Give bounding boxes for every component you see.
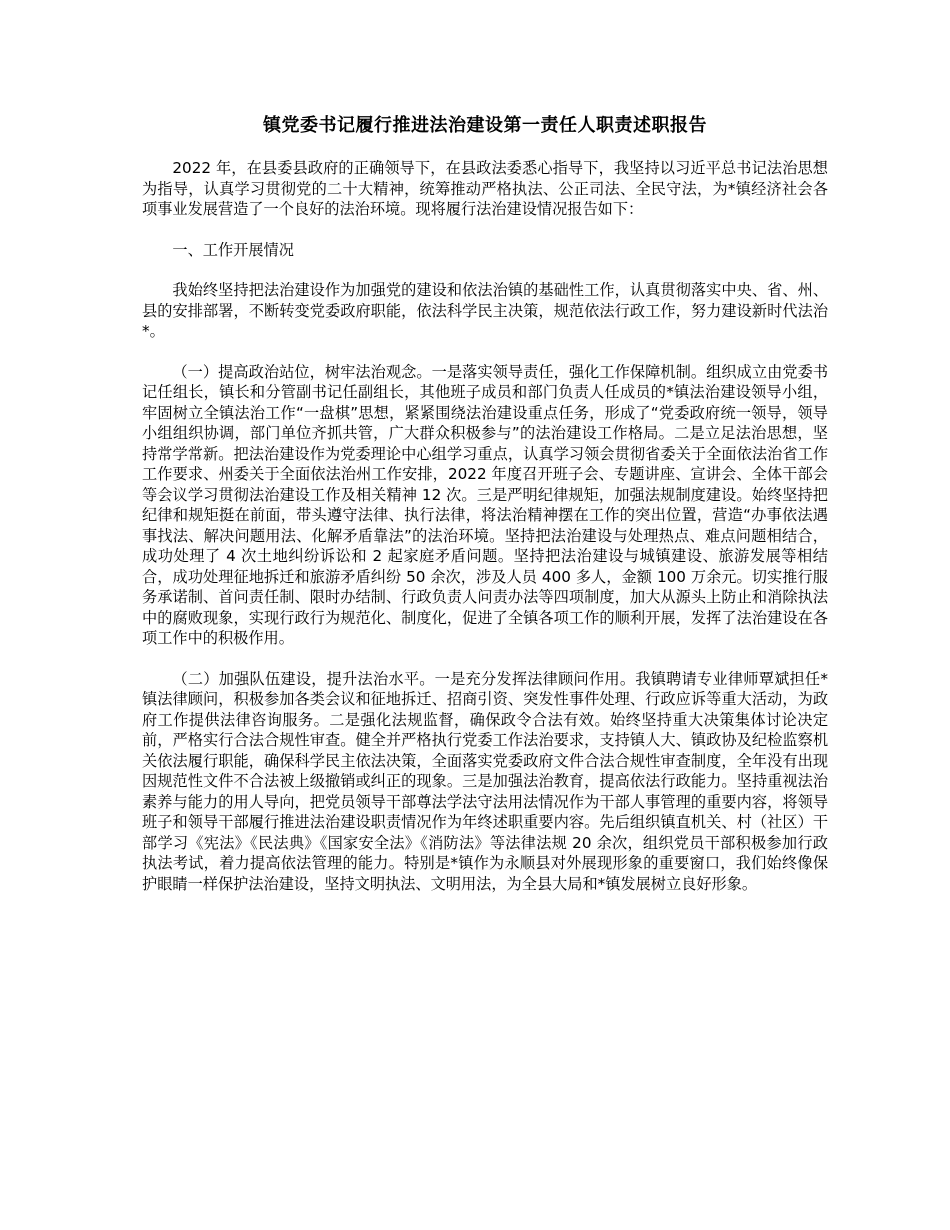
- intro-paragraph: 2022 年，在县委县政府的正确领导下，在县政法委悉心指导下，我坚持以习近平总书记法治思想为指导，认真学习贯彻党的二十大精神，统筹推动严格执法、公正司法、全民守法，为*镇经济社会各项事业发展营造了一个良好的法治环境。现将履行法治建设情况报告如下：: [142, 159, 828, 218]
- document-title: 镇党委书记履行推进法治建设第一责任人职责述职报告: [263, 115, 707, 136]
- section-intro-paragraph: 我始终坚持把法治建设作为加强党的建设和依法治镇的基础性工作，认真贯彻落实中央、省、州、县的安排部署，不断转变党委政府职能，依法科学民主决策，规范依法行政工作，努力建设新时代法治*。: [142, 281, 828, 340]
- part-one-paragraph: （一）提高政治站位，树牢法治观念。一是落实领导责任，强化工作保障机制。组织成立由党委书记任组长，镇长和分管副书记任副组长，其他班子成员和部门负责人任成员的*镇法治建设领导小组，牢固树立全镇法治工作“一盘棋”思想，紧紧围绕法治建设重点任务，形成了“党委政府统一领导，领导小组组织协调，部门单位齐抓共管，广大群众积极参与”的法治建设工作格局。二是立足法治思想，坚持常学常新。把法治建设作为党委理论中心组学习重点，认真学习领会贯彻省委关于全面依法治省工作工作要求、州委关于全面依法治州工作安排，2022 年度召开班子会、专题讲座、宣讲会、全体干部会等会议学习贯彻法治建设工作及相关精神 12 次。三是严明纪律规矩，加强法规制度建设。始终坚持把纪律和规矩挺在前面，带头遵守法律、执行法律，将法治精神摆在工作的突出位置，营造“办事依法遇事找法、解决问题用法、化解矛盾靠法”的法治环境。坚持把法治建设与处理热点、难点问题相结合，成功处理了 4 次土地纠纷诉讼和 2 起家庭矛盾问题。坚持把法治建设与城镇建设、旅游发展等相结合，成功处理征地拆迁和旅游矛盾纠纷 50 余次，涉及人员 400 多人，金额 100 万余元。切实推行服务承诺制、首问责任制、限时办结制、行政负责人问责办法等四项制度，加大从源头上防止和消除执法中的腐败现象，实现行政行为规范化、制度化，促进了全镇各项工作的顺利开展，发挥了法治建设在各项工作中的积极作用。: [142, 362, 828, 647]
- section-heading: 一、工作开展情况: [172, 240, 294, 259]
- part-two-paragraph: （二）加强队伍建设，提升法治水平。一是充分发挥法律顾问作用。我镇聘请专业律师覃斌担任*镇法律顾问，积极参加各类会议和征地拆迁、招商引资、突发性事件处理、行政应诉等重大活动，为政府工作提供法律咨询服务。二是强化法规监督，确保政令合法有效。始终坚持重大决策集体讨论决定前，严格实行合法合规性审查。健全并严格执行党委工作法治要求，支持镇人大、镇政协及纪检监察机关依法履行职能，确保科学民主依法决策，全面落实党委政府文件合法合规性审查制度，全年没有出现因规范性文件不合法被上级撤销或纠正的现象。三是加强法治教育，提高依法行政能力。坚持重视法治素养与能力的用人导向，把党员领导干部尊法学法守法用法情况作为干部人事管理的重要内容，将领导班子和领导干部履行推进法治建设职责情况作为年终述职重要内容。先后组织镇直机关、村（社区）干部学习《宪法》《民法典》《国家安全法》《消防法》等法律法规 20 余次，组织党员干部积极参加行政执法考试，着力提高依法管理的能力。特别是*镇作为永顺县对外展现形象的重要窗口，我们始终像保护眼睛一样保护法治建设，坚持文明执法、文明用法，为全县大局和*镇发展树立良好形象。: [142, 669, 828, 893]
- document-page: [142, 112, 828, 914]
